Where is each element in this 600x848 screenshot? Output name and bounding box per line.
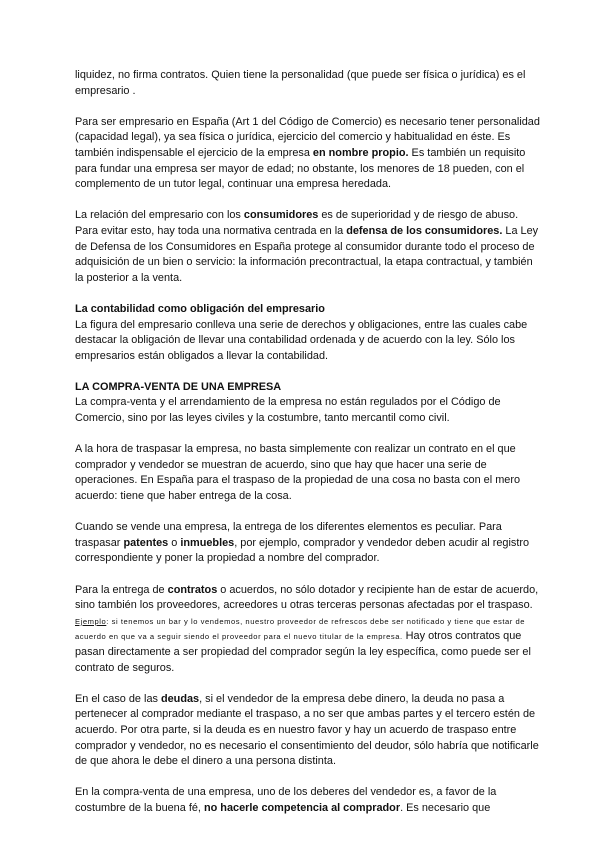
bold-consumidores: consumidores [243, 209, 319, 222]
bold-inmuebles: inmuebles [180, 536, 235, 549]
heading-contabilidad: La contabilidad como obligación del empresario [75, 302, 325, 315]
paragraph-liquidez: liquidez, no firma contratos. Quien tiene la personalidad (que puede ser física o jurídica) es el empresario . [75, 69, 526, 97]
bold-defensa-consumidores: defensa de los consumidores. [346, 224, 503, 237]
heading-compra-venta: LA COMPRA-VENTA DE UNA EMPRESA [75, 380, 282, 393]
bold-en-nombre-propio: en nombre propio. [312, 146, 409, 159]
ejemplo-text: : si tenemos un bar y lo vendemos, nuestro proveedor de refrescos debe ser notificado y tiene que estar de acuerdo en que va a seguir siendo el proveedor para el nuevo titular de la empresa. [75, 616, 526, 642]
paragraph-deudas: En el caso de las deudas, si el vendedor de la empresa debe dinero, la deuda no pasa a pertenecer al comprador mediante el traspaso, a no ser que ambas partes y el tercero estén de acuerdo. Por otra parte, si la deuda es en nuestro favor y hay un acuerdo de traspaso entre comprador y vendedor, no es necesario el consentimiento del deudor, sólo habría que notificarle de que ahora le debe el dinero a una persona distinta. [75, 692, 539, 768]
bold-deudas: deudas [160, 692, 200, 705]
bold-no-competencia: no hacerle competencia al comprador [203, 801, 401, 814]
paragraph-entrega-elementos: Cuando se vende una empresa, la entrega de los diferentes elementos es peculiar. Para traspasar patentes o inmuebles, por ejemplo, comprador y vendedor deben acudir al registro correspondiente y poner la propiedad a nombre del comprador. [75, 521, 530, 565]
paragraph-consumidores: La relación del empresario con los consumidores es de superioridad y de riesgo de abuso. Para evitar esto, hay toda una normativa centrada en la defensa de los consumidores. La Ley de Defensa de los Consumidores en España protege al consumidor durante todo el proceso de adquisición de un bien o servicio: la información precontractual, la etapa contractual, y también la posterior a la venta. [75, 209, 539, 284]
paragraph-traspasar: A la hora de traspasar la empresa, no basta simplemente con realizar un contrato en el que comprador y vendedor se muestran de acuerdo, sino que hay que hacer una serie de operaciones. En España para el traspaso de la propiedad de una cosa no basta con el mero acuerdo: tiene que haber entrega de la cosa. [75, 443, 521, 503]
paragraph-competencia: En la compra-venta de una empresa, uno de los deberes del vendedor es, a favor de la costumbre de la buena fé, no hacerle competencia al comprador. Es necesario que [75, 786, 497, 814]
bold-contratos: contratos [167, 583, 218, 596]
paragraph-contratos: Para la entrega de contratos o acuerdos, no sólo dotador y recipiente han de estar de acuerdo, sino también los proveedores, acreedores u otras terceras personas afectadas por el traspaso. Ejemplo: si tenemos un bar y lo vendemos, nuestro proveedor de refrescos debe ser notificado y tiene que estar de acuerdo en que va a seguir siendo el proveedor para el nuevo titular de la empresa. Hay otros contratos que pasan directamente a ser propiedad del comprador según la ley específica, como puede ser el contrato de seguros. [75, 583, 539, 674]
bold-patentes: patentes [123, 536, 169, 549]
paragraph-arrendamiento: La compra-venta y el arrendamiento de la empresa no están regulados por el Código de Comercio, sino por las leyes civiles y la costumbre, tanto mercantil como civil. [75, 396, 501, 425]
paragraph-ser-empresario: Para ser empresario en España (Art 1 del Código de Comercio) es necesario tener personalidad (capacidad legal), ya sea física o jurídica, ejercicio del comercio y habitualidad en éste. Es también indispensable el ejercicio de la empresa en nombre propio. Es también un requisito para fundar una empresa ser mayor de edad; no obstante, los menores de 18 pueden, con el complemento de un tutor legal, continuar una empresa heredada. [75, 115, 540, 191]
paragraph-contabilidad: La figura del empresario conlleva una serie de derechos y obligaciones, entre las cuales cabe destacar la obligación de llevar una contabilidad ordenada y de acuerdo con la ley. Sólo los empresarios están obligados a llevar la contabilidad. [75, 318, 528, 362]
ejemplo-label: Ejemplo [75, 616, 107, 626]
